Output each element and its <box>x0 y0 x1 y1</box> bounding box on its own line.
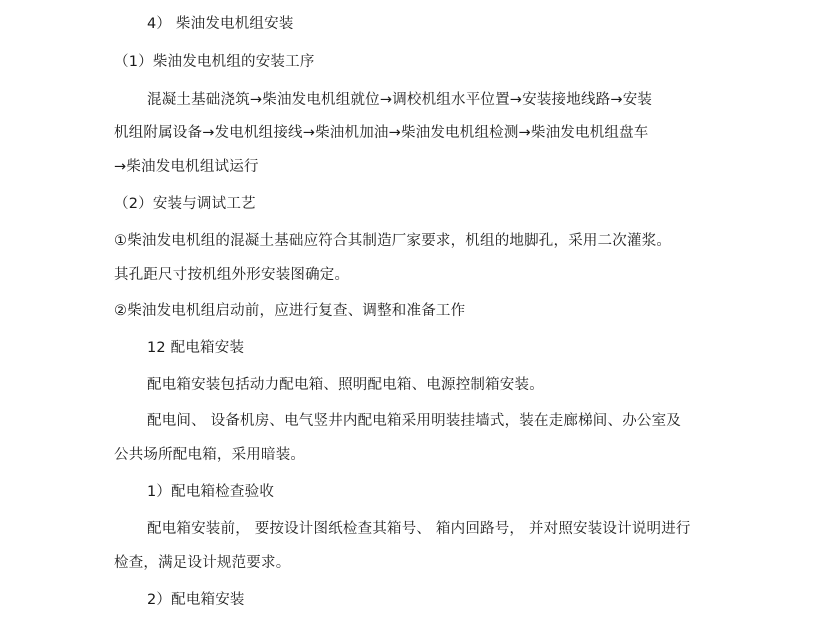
paragraph-line: ②柴油发电机组启动前，应进行复查、调整和准备工作 <box>114 303 466 319</box>
paragraph-line: 检查，满足设计规范要求。 <box>114 555 291 571</box>
paragraph-line: 配电箱安装前， 要按设计图纸检查其箱号、 箱内回路号， 并对照安装设计说明进行 <box>147 521 691 537</box>
paragraph-line: 机组附属设备→发电机组接线→柴油机加油→柴油发电机组检测→柴油发电机组盘车 <box>114 125 649 141</box>
paragraph-line: 其孔距尺寸按机组外形安装图确定。 <box>114 267 350 283</box>
paragraph-line: 混凝土基础浇筑→柴油发电机组就位→调校机组水平位置→安装接地线路→安装 <box>147 92 653 108</box>
subheading-install-procedure: （1）柴油发电机组的安装工序 <box>114 54 315 70</box>
paragraph-line: 配电箱安装包括动力配电箱、照明配电箱、电源控制箱安装。 <box>147 377 544 393</box>
paragraph-line: 配电间、 设备机房、电气竖井内配电箱采用明装挂墙式，装在走廊梯间、办公室及 <box>147 413 682 429</box>
subheading-install-debug: （2）安装与调试工艺 <box>114 196 256 212</box>
section-heading-generator-install: 4） 柴油发电机组安装 <box>147 16 294 32</box>
subheading-box-install: 2）配电箱安装 <box>147 592 245 608</box>
subheading-box-inspection: 1）配电箱检查验收 <box>147 484 275 500</box>
paragraph-line: →柴油发电机组试运行 <box>114 159 259 175</box>
paragraph-line: 公共场所配电箱，采用暗装。 <box>114 447 306 463</box>
paragraph-line: ①柴油发电机组的混凝土基础应符合其制造厂家要求，机组的地脚孔，采用二次灌浆。 <box>114 233 672 249</box>
section-heading-distribution-box: 12 配电箱安装 <box>147 340 245 356</box>
